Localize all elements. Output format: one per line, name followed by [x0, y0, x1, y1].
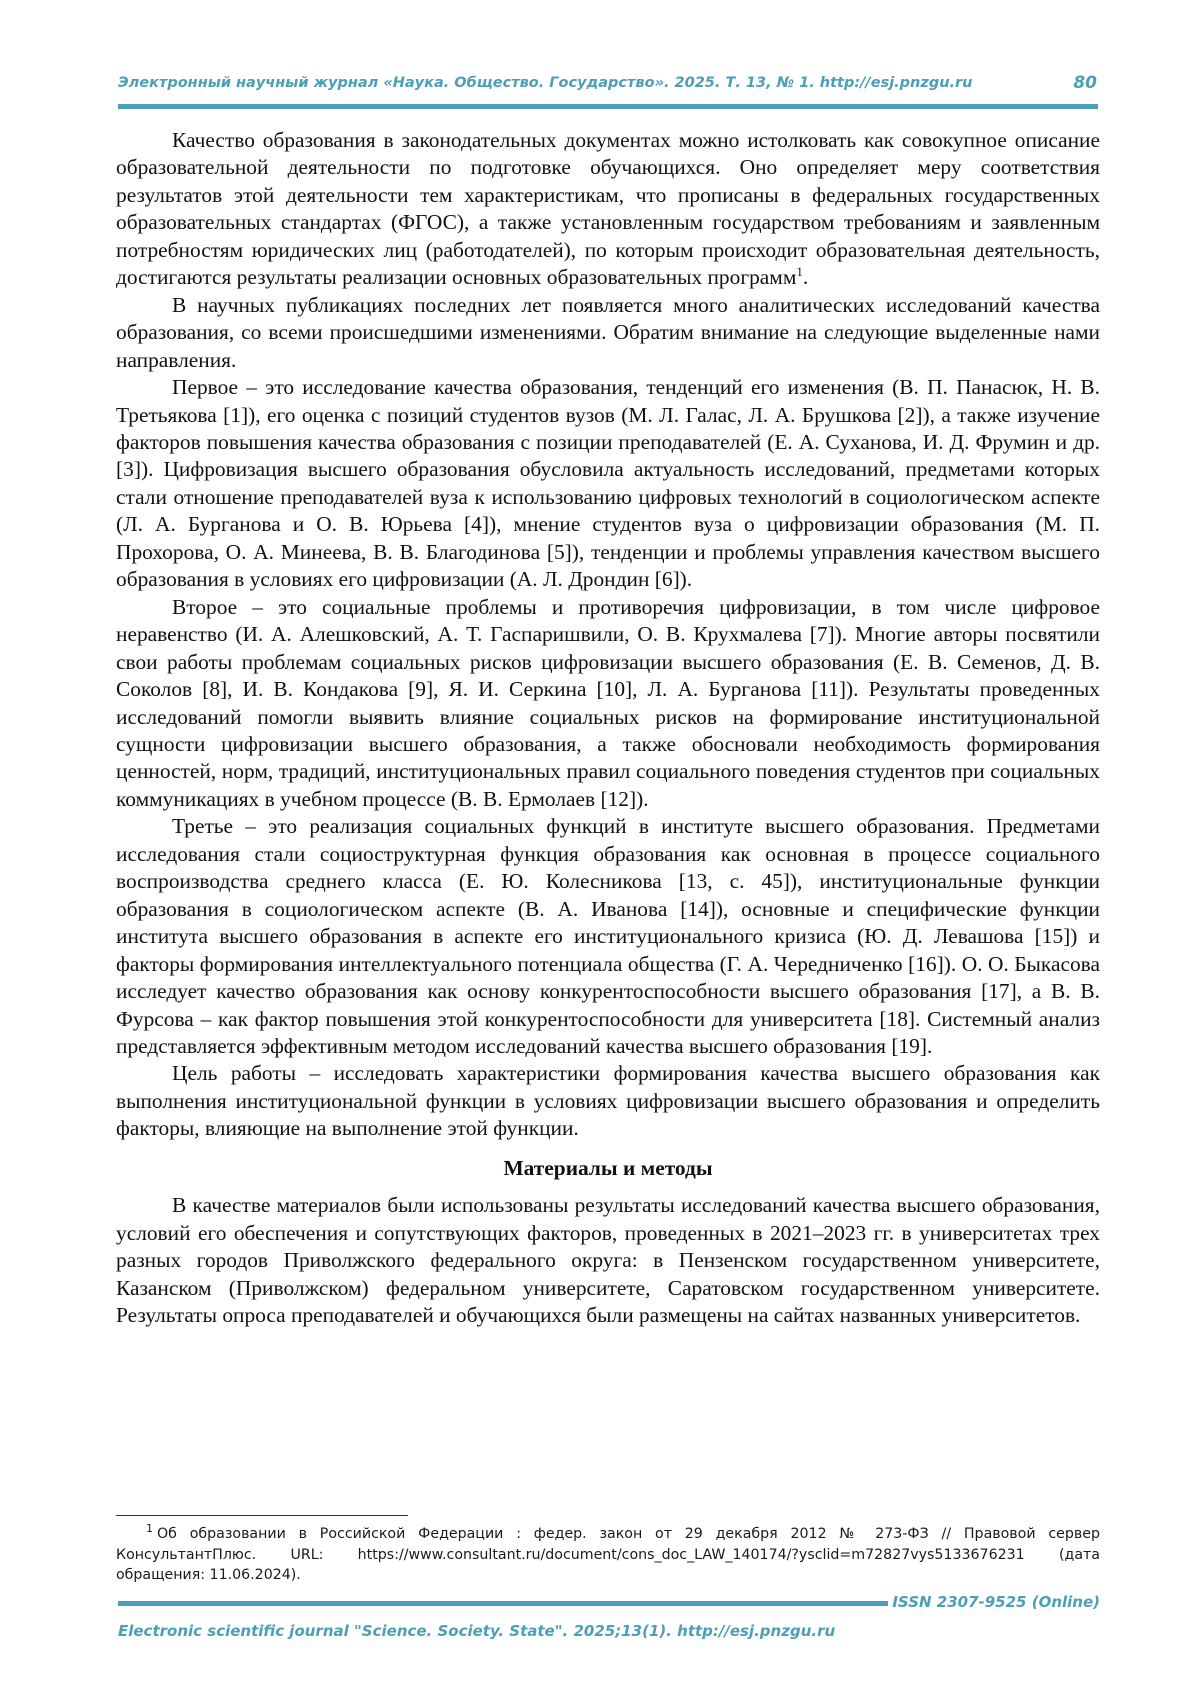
footnote-mark: 1	[146, 1522, 153, 1536]
paragraph-1-end: .	[802, 265, 809, 290]
paragraph-4: Второе – это социальные проблемы и противоречия цифровизации, в том числе цифровое неравенство (И. А. Алешковский, А. Т. Гаспаришвили, О. В. Крухмалева [7]). Многие авторы посвятили свои работы проблемам социальных рисков цифровизации высшего образования (Е. В. Семенов, Д. В. Соколов [8], И. В. Кондакова [9], Я. И. Серкина [10], Л. А. Бурганова [11]). Результаты проведенных исследований помогли выявить влияние социальных рисков на формирование институциональной сущности цифровизации высшего образования, а также обосновали необходимость формирования ценностей, норм, традиций, институциональных правил социального поведения студентов при социальных коммуникациях в учебном процессе (В. В. Ермолаев [12]).	[116, 594, 1100, 811]
footnote	[116, 1524, 1100, 1586]
header-divider	[118, 104, 1098, 109]
footnote-divider	[116, 1515, 408, 1516]
section-heading: Материалы и методы	[503, 1155, 713, 1180]
running-footer: Electronic scientific journal "Science. Society. State". 2025;13(1). http://esj.pnzgu.ru	[118, 1622, 836, 1640]
footer-divider	[118, 1601, 888, 1606]
paragraph-7: В качестве материалов были использованы результаты исследований качества высшего образования, условий его обеспечения и сопутствующих факторов, проведенных в 2021–2023 гг. в университетах трех разных городов Приволжского федерального округа: в Пензенском государственном университете, Казанском (Приволжском) федеральном университете, Саратовском государственном университете. Результаты опроса преподавателей и обучающихся были размещены на сайтах названных университетов.	[116, 1193, 1100, 1328]
paragraph-6: Цель работы – исследовать характеристики формирования качества высшего образования как выполнения институциональной функции в условиях цифровизации высшего образования и определить факторы, влияющие на выполнение этой функции.	[116, 1061, 1100, 1141]
paragraph-2: В научных публикациях последних лет появляется много аналитических исследований качества образования, со всеми происшедшими изменениями. Обратим внимание на следующие выделенные нами направления.	[116, 292, 1100, 372]
paragraph-1	[116, 127, 1100, 292]
footnote-text: Об образовании в Российской Федерации : федер. закон от 29 декабря 2012 № 273-ФЗ // Правовой сервер КонсультантПлюс. URL: https://www.consultant.ru/document/cons_doc_LAW_140174/?ysclid=m72827vys5133676231 (дата обращения: 11.06.2024).	[116, 1526, 1100, 1583]
article-body	[116, 127, 1100, 1329]
issn-label: ISSN 2307-9525 (Online)	[892, 1593, 1100, 1611]
paragraph-1-text: Качество образования в законодательных документах можно истолковать как совокупное описание образовательной деятельности по подготовке обучающихся. Оно определяет меру соответствия результатов этой деятельности тем характеристикам, что прописаны в федеральных государственных образовательных стандартах (ФГОС), а также установленным государством требованиям и заявленным потребностям юридических лиц (работодателей), по которым происходит образовательная деятельность, достигаются результаты реализации основных образовательных программ	[116, 128, 1100, 290]
page-number: 80	[1073, 73, 1097, 93]
footnote-reference[interactable]: 1	[796, 264, 803, 280]
running-header: Электронный научный журнал «Наука. Общество. Государство». 2025. Т. 13, № 1. http://esj.pnzgu.ru	[118, 75, 973, 91]
paragraph-3: Первое – это исследование качества образования, тенденций его изменения (В. П. Панасюк, Н. В. Третьякова [1]), его оценка с позиций студентов вузов (М. Л. Галас, Л. А. Брушкова [2]), а также изучение факторов повышения качества образования с позиции преподавателей (Е. А. Суханова, И. Д. Фрумин и др. [3]). Цифровизация высшего образования обусловила актуальность исследований, предметами которых стали отношение преподавателей вуза к использованию цифровых технологий в социологическом аспекте (Л. А. Бурганова и О. В. Юрьева [4]), мнение студентов вуза о цифровизации образования (М. П. Прохорова, О. А. Минеева, В. В. Благодинова [5]), тенденции и проблемы управления качеством высшего образования в условиях его цифровизации (А. Л. Дрондин [6]).	[116, 375, 1100, 592]
paragraph-5: Третье – это реализация социальных функций в институте высшего образования. Предметами исследования стали социоструктурная функция образования как основная в процессе социального воспроизводства среднего класса (Е. Ю. Колесникова [13, с. 45]), институциональные функции образования в социологическом аспекте (В. А. Иванова [14]), основные и специфические функции института высшего образования в аспекте его институционального кризиса (Ю. Д. Левашова [15]) и факторы формирования интеллектуального потенциала общества (Г. А. Чередниченко [16]). О. О. Быкасова исследует качество образования как основу конкурентоспособности высшего образования [17], а В. В. Фурсова – как фактор повышения этой конкурентоспособности для университета [18]. Системный анализ представляется эффективным методом исследований качества высшего образования [19].	[116, 814, 1100, 1058]
